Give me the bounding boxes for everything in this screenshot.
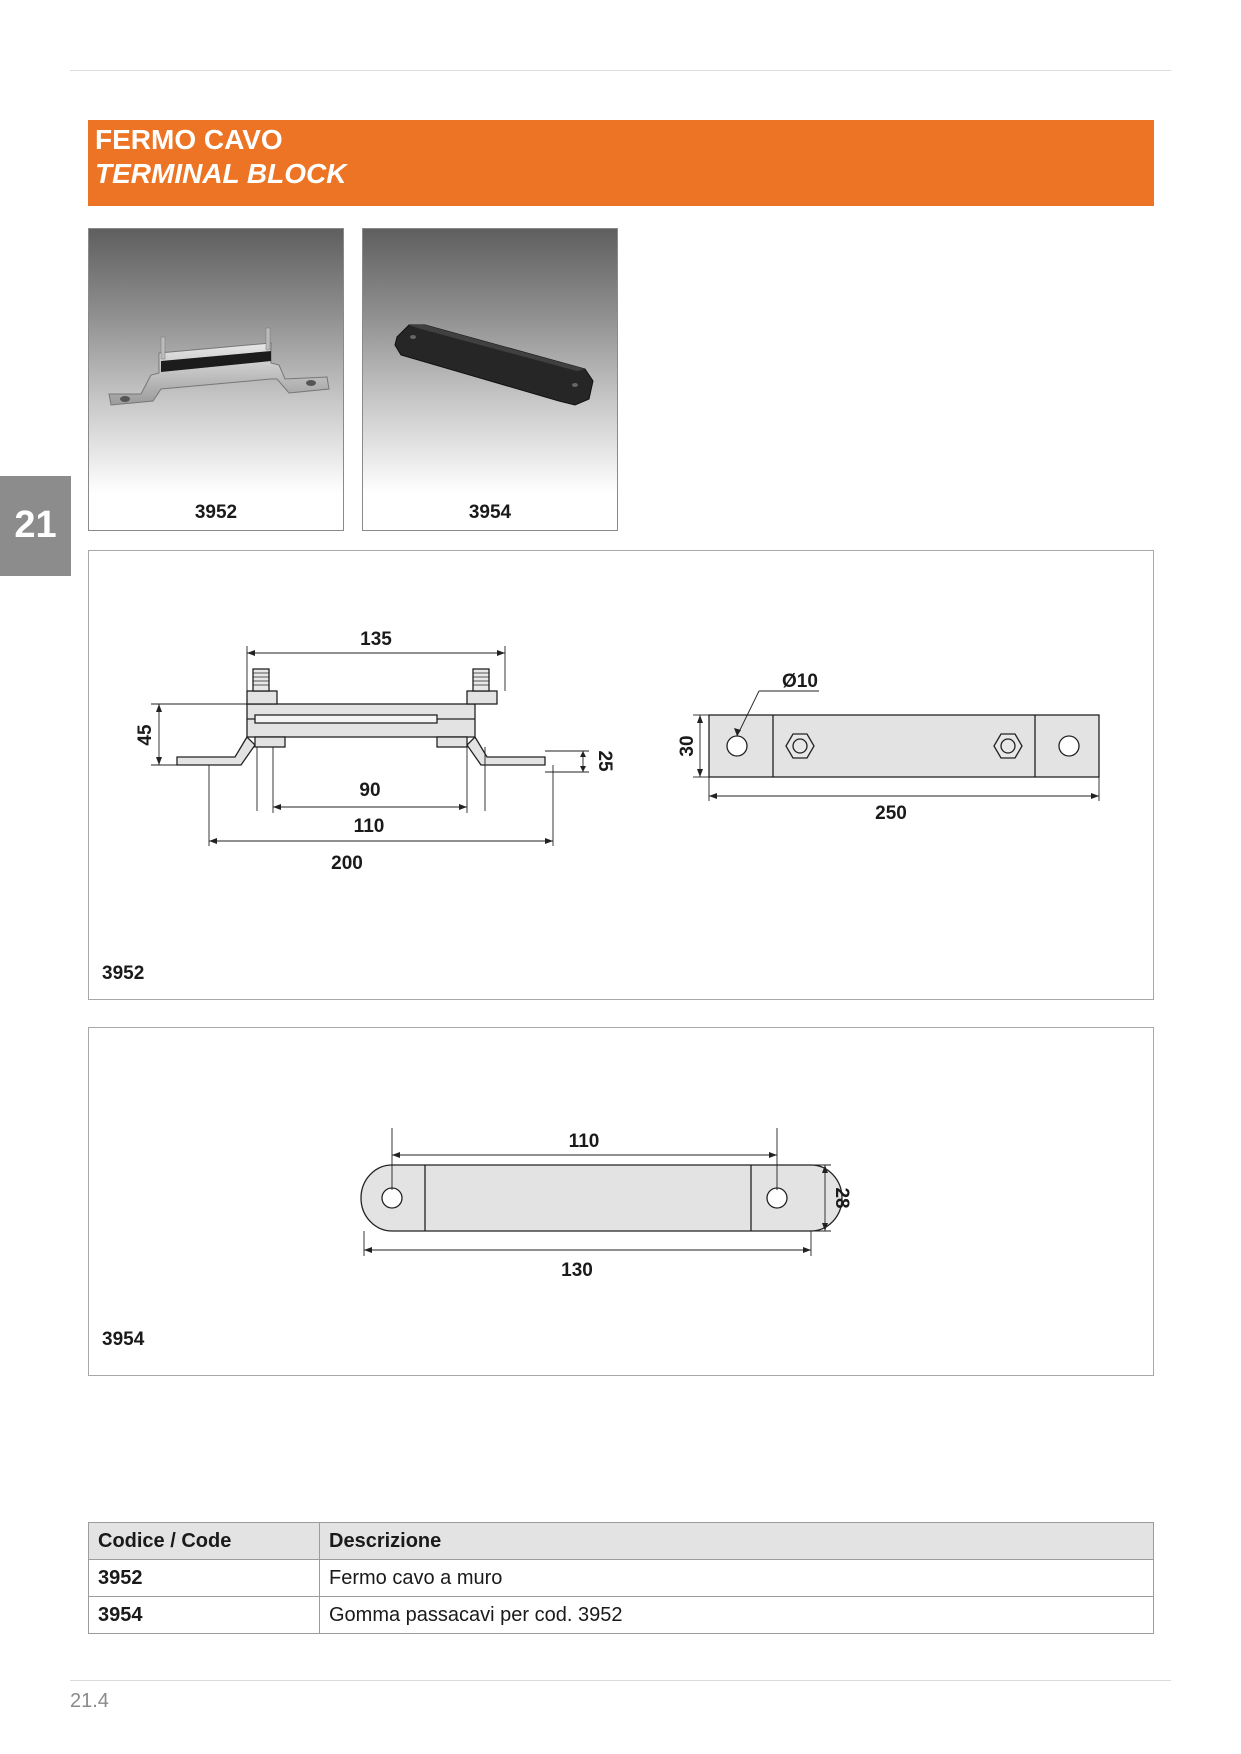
page-number: 21.4: [70, 1690, 109, 1712]
section-header: [88, 120, 1154, 206]
product-photo-3952: [88, 228, 344, 531]
technical-drawing-3952: [89, 551, 1153, 999]
title-english: TERMINAL BLOCK: [95, 158, 347, 189]
product-photo-3954: [362, 228, 618, 531]
photo-code-3952: 3952: [194, 502, 238, 523]
dim-110: 110: [568, 1131, 600, 1152]
row-code: 3954: [89, 1597, 320, 1634]
rubber-pad-photo: [363, 229, 617, 530]
dim-90: 90: [359, 780, 381, 801]
dim-diameter-10: Ø10: [782, 671, 818, 692]
dim-250: 250: [875, 803, 907, 824]
dim-130: 130: [561, 1260, 593, 1281]
chapter-number: 21: [14, 504, 57, 546]
photo-code-3954: 3954: [468, 502, 512, 523]
product-table: [88, 1522, 1154, 1634]
dim-135: 135: [360, 629, 392, 650]
header-description: Descrizione: [320, 1523, 1154, 1560]
table-row: [89, 1560, 1154, 1597]
row-description: Fermo cavo a muro: [320, 1560, 1154, 1597]
terminal-block-photo: [89, 229, 343, 530]
title-italian: FERMO CAVO: [95, 124, 283, 155]
drawing-label-3952: 3952: [102, 963, 145, 984]
row-code: 3952: [89, 1560, 320, 1597]
technical-drawing-3954: [89, 1028, 1153, 1375]
dim-110: 110: [353, 816, 385, 837]
drawing-panel-3952: [88, 550, 1154, 1000]
dim-30: 30: [677, 735, 698, 757]
bottom-rule: [70, 1680, 1171, 1681]
chapter-tab: [0, 476, 71, 576]
dim-28: 28: [831, 1187, 852, 1209]
drawing-label-3954: 3954: [102, 1329, 145, 1350]
dim-25: 25: [594, 750, 615, 772]
dim-45: 45: [135, 724, 156, 746]
dim-200: 200: [331, 853, 363, 874]
table-row: [89, 1597, 1154, 1634]
drawing-panel-3954: [88, 1027, 1154, 1376]
top-rule: [70, 70, 1171, 71]
table-header-row: [89, 1523, 1154, 1560]
row-description: Gomma passacavi per cod. 3952: [320, 1597, 1154, 1634]
header-code: Codice / Code: [89, 1523, 320, 1560]
